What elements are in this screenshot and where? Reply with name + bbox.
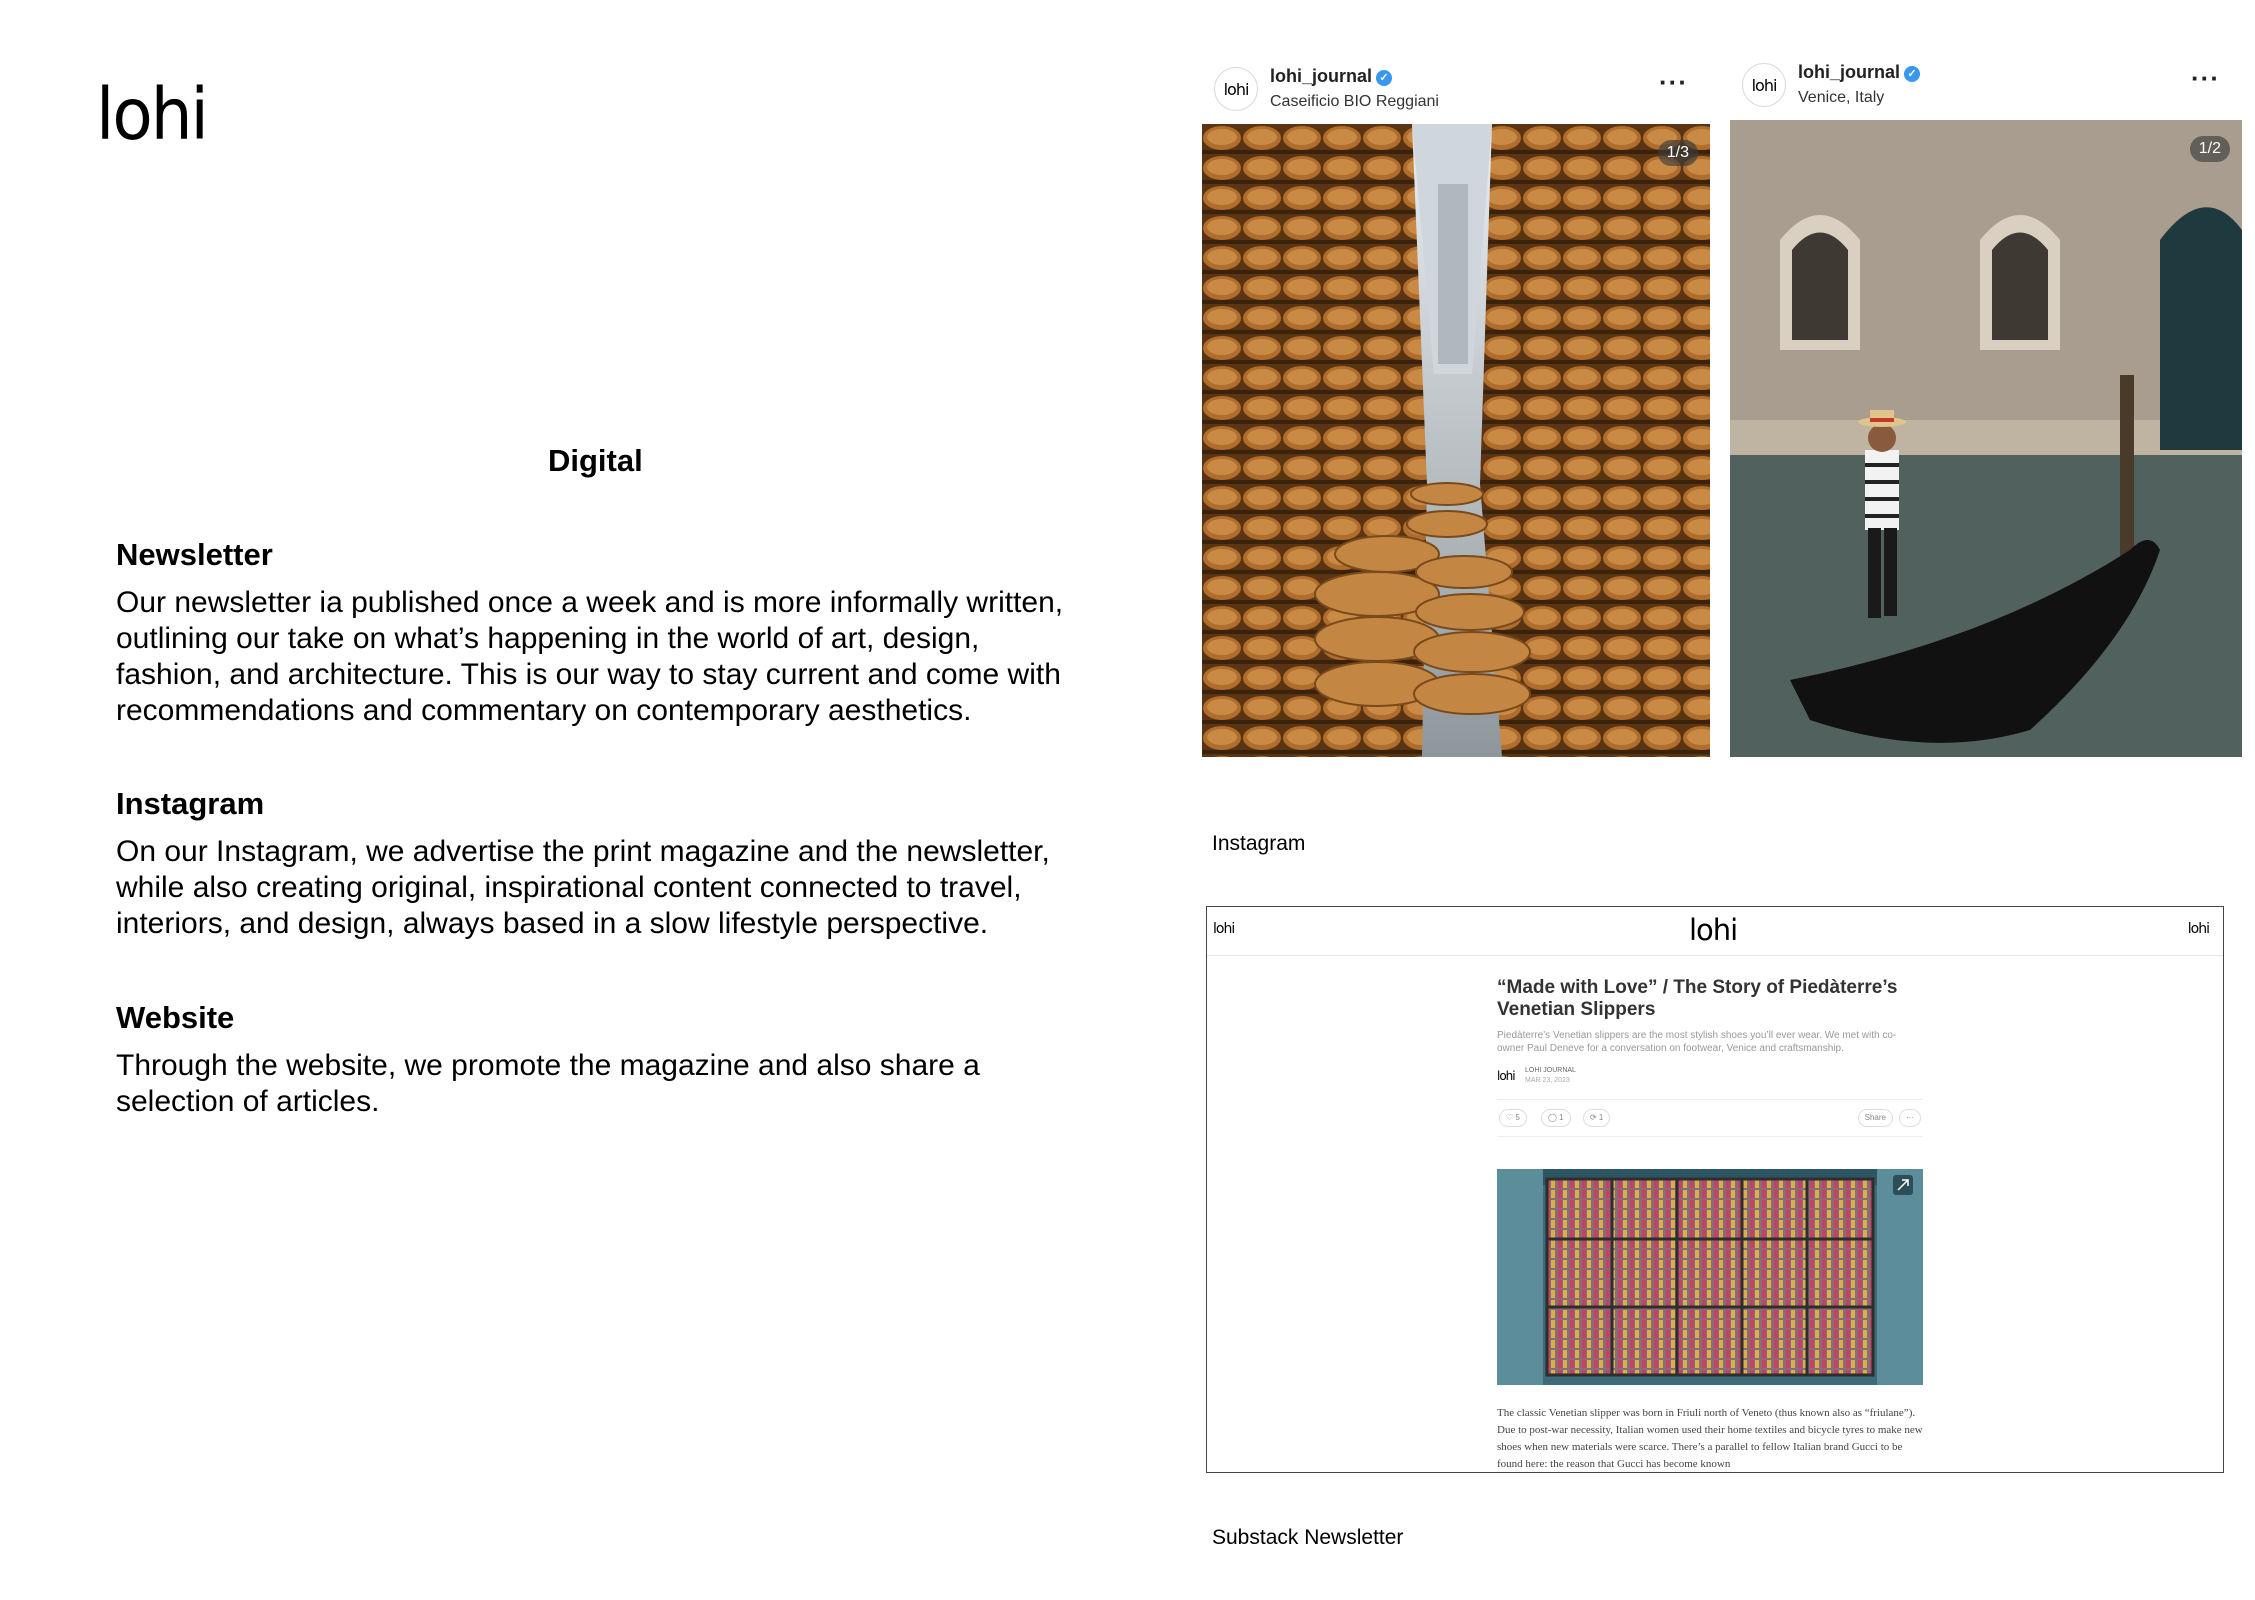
substack-caption: Substack Newsletter bbox=[1212, 1526, 1404, 1549]
post-header bbox=[1730, 49, 2242, 119]
author-logo[interactable]: lohi bbox=[1497, 1069, 1515, 1083]
article-subtitle: Piedàterre’s Venetian slippers are the most stylish shoes you’ll ever wear. We met with co-owner Paul Deneve for a conversation on footwear, Venice and craftsmanship. bbox=[1497, 1030, 1897, 1054]
instagram-post-venice[interactable] bbox=[1730, 49, 2242, 757]
instagram-block bbox=[116, 786, 1076, 942]
newsletter-block bbox=[116, 537, 1076, 729]
cheese-warehouse-photo bbox=[1202, 124, 1710, 757]
post-location[interactable]: Venice, Italy bbox=[1798, 89, 1885, 106]
substack-article bbox=[1497, 977, 1923, 1473]
substack-center-logo[interactable]: lohi bbox=[1689, 913, 1738, 947]
website-text: Through the website, we promote the magazine and also share a selection of articles. bbox=[116, 1049, 980, 1118]
website-heading: Website bbox=[116, 1000, 235, 1035]
instagram-text: On our Instagram, we advertise the print magazine and the newsletter, while also creating original, inspirational content connected to travel, interiors, and design, always based in a slow lifestyle perspective. bbox=[116, 835, 1050, 940]
comment-button[interactable]: ◯ 1 bbox=[1541, 1109, 1571, 1127]
substack-left-logo[interactable]: lohi bbox=[1213, 921, 1235, 937]
more-options-icon[interactable]: ··· bbox=[1659, 67, 1688, 97]
instagram-post-cheese[interactable] bbox=[1202, 53, 1710, 757]
share-button[interactable]: Share bbox=[1858, 1109, 1893, 1127]
restack-button[interactable]: ⟳ 1 bbox=[1583, 1109, 1610, 1127]
substack-right-logo[interactable]: lohi bbox=[2187, 921, 2209, 937]
article-title[interactable]: “Made with Love” / The Story of Piedàterre’s Venetian Slippers bbox=[1497, 977, 1898, 1020]
verified-icon: ✓ bbox=[1904, 66, 1920, 82]
slide-counter: 1/3 bbox=[1658, 140, 1698, 166]
article-actions bbox=[1497, 1099, 1923, 1137]
like-button[interactable]: ♡ 5 bbox=[1499, 1109, 1527, 1127]
brand-logo: lohi bbox=[96, 72, 207, 157]
avatar[interactable]: lohi bbox=[1214, 67, 1258, 111]
article-author bbox=[1497, 1065, 1923, 1091]
instagram-caption: Instagram bbox=[1212, 832, 1306, 855]
section-title: Digital bbox=[548, 443, 643, 478]
newsletter-heading: Newsletter bbox=[116, 537, 273, 572]
article-date: MAR 23, 2023 bbox=[1525, 1077, 1570, 1084]
article-body: The classic Venetian slipper was born in Friuli north of Veneto (thus known also as “friulane”). Due to post-war necessity, Italian women used their home textiles and bicycle tyres to make new shoes when new materials were scarce. There’s a parallel to fellow Italian brand Gucci to be found here: the reason that Gucci has become known bbox=[1497, 1407, 1923, 1470]
newsletter-text: Our newsletter ia published once a week and is more informally written, outlining our take on what’s happening in the world of art, design, fashion, and architecture. This is our way to stay current and come with recommendations and commentary on contemporary aesthetics. bbox=[116, 586, 1064, 727]
instagram-heading: Instagram bbox=[116, 786, 265, 821]
slipper-wall-photo[interactable] bbox=[1497, 1169, 1923, 1385]
handle-text[interactable]: lohi_journal bbox=[1798, 62, 1901, 82]
venice-gondola-photo bbox=[1730, 120, 2242, 757]
more-options-icon[interactable]: ··· bbox=[2191, 63, 2220, 93]
post-handle[interactable] bbox=[1798, 62, 1920, 83]
more-options-icon[interactable]: ··· bbox=[1899, 1109, 1921, 1127]
avatar[interactable]: lohi bbox=[1742, 63, 1786, 107]
substack-header bbox=[1207, 907, 2223, 956]
post-handle[interactable] bbox=[1270, 66, 1392, 87]
post-location[interactable]: Caseificio BIO Reggiani bbox=[1270, 93, 1439, 110]
post-header bbox=[1202, 53, 1710, 123]
verified-icon: ✓ bbox=[1376, 70, 1392, 86]
slide-counter: 1/2 bbox=[2190, 136, 2230, 162]
author-name[interactable]: LOHI JOURNAL bbox=[1525, 1067, 1576, 1074]
website-block bbox=[116, 1000, 1076, 1120]
substack-preview[interactable] bbox=[1206, 906, 2224, 1473]
handle-text[interactable]: lohi_journal bbox=[1270, 66, 1373, 86]
